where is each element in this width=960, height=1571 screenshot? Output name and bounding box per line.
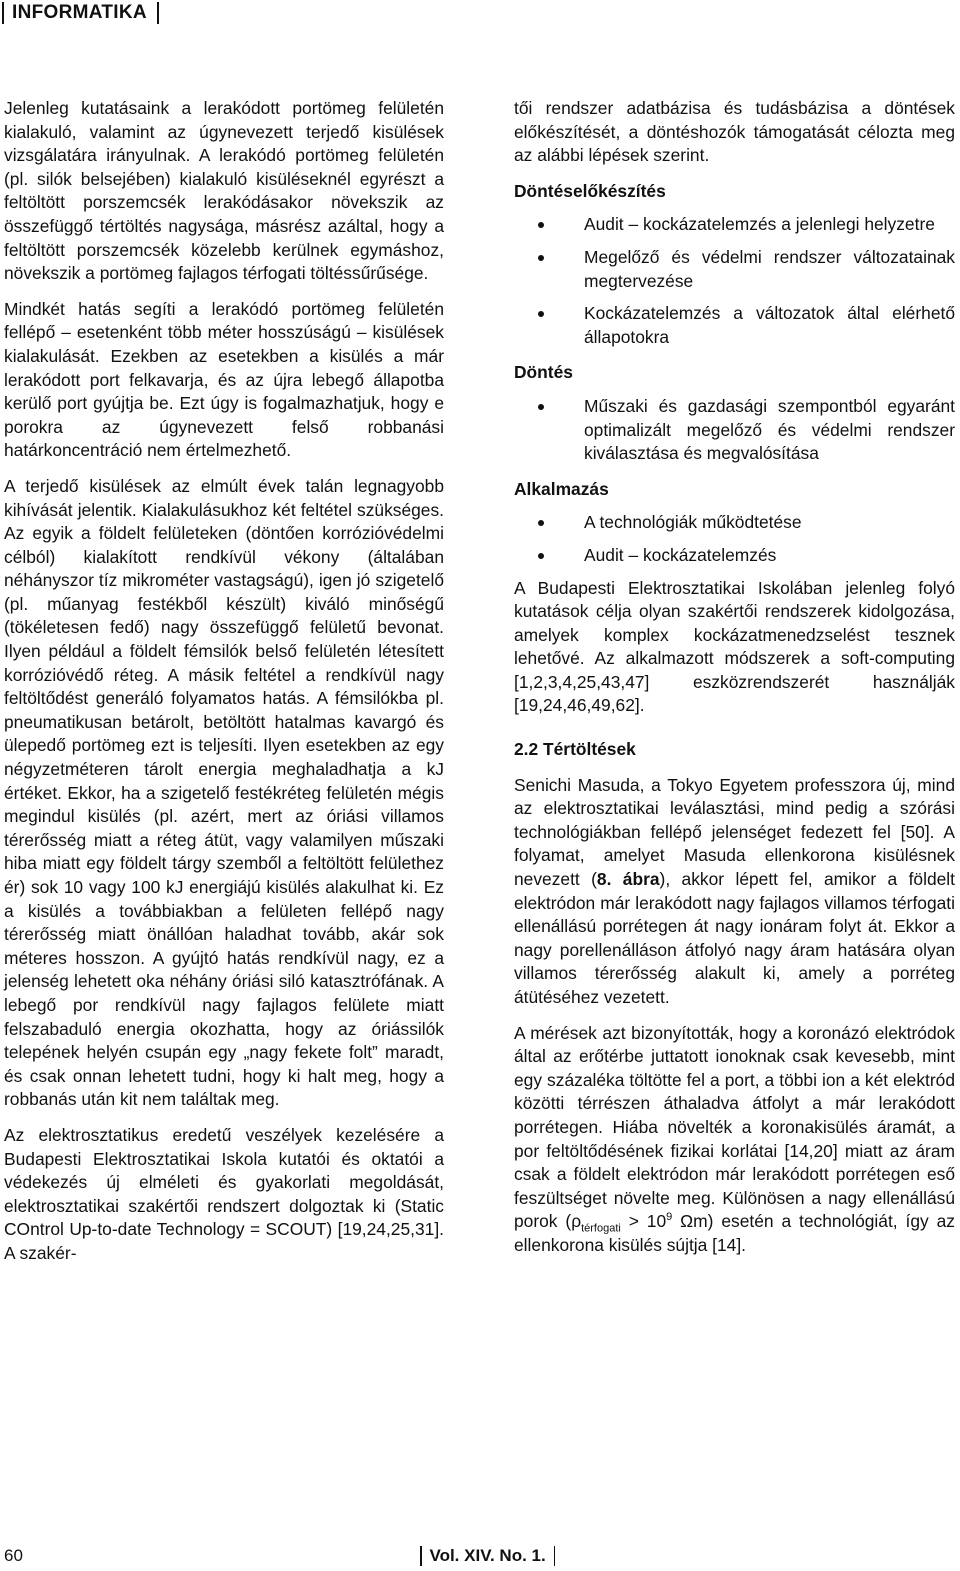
bullet-list-decision (514, 395, 955, 466)
paragraph: A Budapesti Elektrosztatikai Iskolában jelenleg folyó kutatások célja olyan szakértői rendszerek kidolgozása, amelyek komplex kockázatmenedzselést tesznek lehetővé. Az alkalmazott módszerek a soft-computing [1,2,3,4,25,43,47] eszközrendszerét használják [19,24,46,49,62]. (514, 577, 955, 716)
paragraph: Az elektrosztatikus eredetű veszélyek kezelésére a Budapesti Elektrosztatikai Iskola kutatói és oktatói a védekezés új elméleti és gyakorlati megoldását, elektrosztatikai szakértői rendszert dolgoztak ki (Static COntrol Up-to-date Technology = SCOUT) [19,24,25,31]. A szakér- (4, 1124, 444, 1263)
paragraph: Jelenleg kutatásaink a lerakódott portömeg felületén kialakuló, valamint az úgynevezett terjedő kisülések vizsgálatára irányulnak. A lerakódó portömeg felületén (pl. silók belsejében) kialakuló kisüléseknél egyrészt a feltöltött porszemcsék lerakódásakor növekszik az összefüggő tértöltés nagysága, másrész azáltal, hogy a feltöltött porszemcsék közelebb kerülnek egymáshoz, növekszik a portömeg fajlagos térfogati töltéssűrűsége. (4, 98, 444, 284)
footer-divider-left (420, 1546, 422, 1566)
list-item: Kockázatelemzés a változatok által elérhető állapotokra (514, 302, 955, 349)
list-item: Audit – kockázatelemzés a jelenlegi helyzetre (514, 213, 955, 237)
bullet-icon (538, 311, 544, 317)
subheading-preparation: Döntéselőkészítés (514, 180, 666, 201)
list-item: A technológiák működtetése (514, 511, 955, 535)
bullet-icon (538, 553, 544, 559)
running-header (0, 0, 159, 26)
left-column (4, 97, 444, 1278)
paragraph: A mérések azt bizonyították, hogy a koronázó elektródok által az erőtérbe juttatott ionoknak csak kevesebb, mint egy százaléka töltötte fel a port, a többi ion a két elektród közötti térrészen áthaladva átfolyt a már lerakódott porrétegen. Hiába növelték a koronakisülés áramát, a por feltöltődésének fizikai korlátai [14,20] miatt az áram csak a földelt elektródon már lerakódott porrétegen eső feszültséget növelte meg. Különösen a nagy ellenállású porok ($\rho_{térfogati} > 10^9$ Ωm) esetén a technológiát, így az ellenkorona kisülés sújtja [14]. (514, 1022, 955, 1255)
bullet-icon (538, 255, 544, 261)
list-item: Megelőző és védelmi rendszer változatainak megtervezése (514, 246, 955, 293)
bullet-icon (538, 520, 544, 526)
right-column (514, 97, 955, 1270)
section-title: INFORMATIKA (12, 2, 147, 23)
list-item: Audit – kockázatelemzés (514, 544, 955, 568)
page-footer (0, 1546, 960, 1568)
list-item: Műszaki és gazdasági szempontból egyaránt optimalizált megelőző és védelmi rendszer kiválasztása és megvalósítása (514, 395, 955, 466)
paragraph: Mindkét hatás segíti a lerakódó portömeg felületén fellépő – esetenként több méter hosszúságú – kisülések kialakulását. Ezekben az esetekben a kisülés a már lerakódott port felkavarja, és az újra lebegő állapotba kerülő port gyújtja be. Ezt úgy is fogalmazhatjuk, hogy e porokra az úgynevezett felső robbanási határkoncentráció nem értelmezhető. (4, 298, 444, 461)
paragraph: tői rendszer adatbázisa és tudásbázisa a döntések előkészítését, a döntéshozók támogatását célozta meg az alábbi lépések szerint. (514, 98, 955, 166)
volume-info: Vol. XIV. No. 1. (412, 1546, 563, 1566)
subheading-decision: Döntés (514, 362, 573, 383)
footer-divider-right (554, 1546, 556, 1566)
bullet-list-preparation (514, 213, 955, 349)
page-number: 60 (4, 1546, 23, 1565)
paragraph: Senichi Masuda, a Tokyo Egyetem professzora új, mind az elektrosztatikai leválasztási, mind pedig a szórási technológiákban fellépő jelenséget fedezett fel [50]. A folyamat, amelyet Masuda ellenkorona kisülésnek nevezett (8. ábra), akkor lépett fel, amikor a földelt elektródon már lerakódott nagy fajlagos villamos térfogati ellenállású porrétegen át nagy ionáram folyt át. Ekkor a nagy porellenálláson átfolyó nagy áram hatására olyan villamos térerősség alakult ki, amely a porréteg átütéséhez vezetett. (514, 774, 955, 1007)
bullet-icon (538, 222, 544, 228)
figure-reference: 8. ábra (596, 869, 660, 890)
subheading-application: Alkalmazás (514, 478, 609, 499)
bullet-icon (538, 404, 544, 410)
bullet-list-application (514, 511, 955, 567)
paragraph: A terjedő kisülések az elmúlt évek talán legnagyobb kihívását jelentik. Kialakulásukhoz két feltétel szükséges. Az egyik a földelt felületeken (döntően korrózióvédelmi célból) kialakított rendkívül vékony (általában néhányszor tíz mikrométer vastagságú), igen jó szigetelő (pl. műanyag festékből készült) kiváló minőségű (tökéletesen fedő) nagy összefüggő felületű bevonat. Ilyen például a földelt fémsilók belső felületén létesített korrózióvédő réteg. A másik feltétel a rendkívül nagy feltöltődést generáló folyamatos hatás. A fémsilókba pl. pneumatikusan betárolt, betöltött hatalmas kavargó és ülepedő portömeg ezt is teljesíti. Ilyen esetekben az egy négyzetméteren tárolt energia meghaladhatja a kJ értéket. Ekkor, ha a szigetelő festékréteg felületén mégis megindul kisülés (pl. azért, mert az óriási villamos térerősség miatt a réteg átüt, vagy valamilyen műszaki hiba miatt egy földelt tárgy szemből a feltöltött felülethez ér) sok 10 vagy 100 kJ energiájú kisülés alakulhat ki. Ez a kisülés a továbbiakban a felületen fellépő nagy térerősség miatt önállóan haladhat tovább, akár sok méteres hosszon. A gyújtó hatás rendkívül nagy, ez a jelenség lehetett oka néhány óriási siló katasztrófának. A lebegő por rendkívül nagy fajlagos felülete miatt felszabaduló energia okozhatta, hogy az óriássilók telepének helyén csupán egy „nagy fekete folt” maradt, és csak onnan lehetett tudni, hogy ki halt meg, hogy a robbanás után kit nem találtak meg. (4, 475, 444, 1110)
header-divider-left (2, 2, 4, 24)
section-heading: 2.2 Tértöltések (514, 739, 636, 760)
header-divider-right (157, 2, 159, 24)
